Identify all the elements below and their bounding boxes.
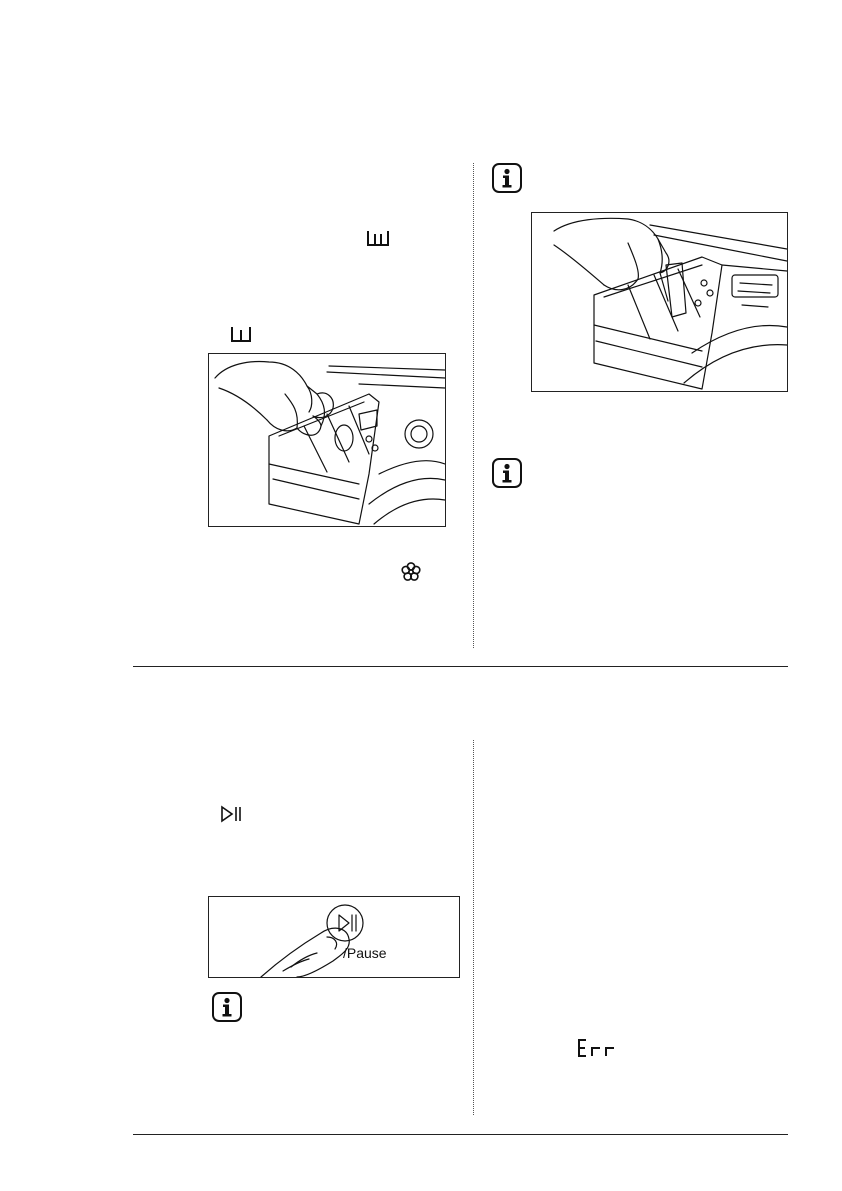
section-divider — [133, 666, 788, 667]
illustration-start-pause-button — [208, 896, 460, 978]
play-pause-icon — [220, 805, 244, 823]
footer-divider — [133, 1134, 788, 1135]
column-divider-bottom — [473, 740, 474, 1115]
flower-softener-icon — [400, 561, 422, 583]
error-code-display — [576, 1038, 620, 1058]
column-divider-top — [473, 163, 474, 648]
start-pause-label: /Pause — [343, 945, 387, 961]
info-icon — [212, 992, 242, 1022]
prewash-tray-symbol-icon — [230, 325, 252, 343]
illustration-pour-detergent — [208, 353, 446, 527]
info-icon — [492, 458, 522, 488]
main-wash-tray-symbol-icon — [366, 229, 390, 247]
info-icon — [492, 163, 522, 193]
illustration-liquid-insert — [531, 212, 788, 392]
